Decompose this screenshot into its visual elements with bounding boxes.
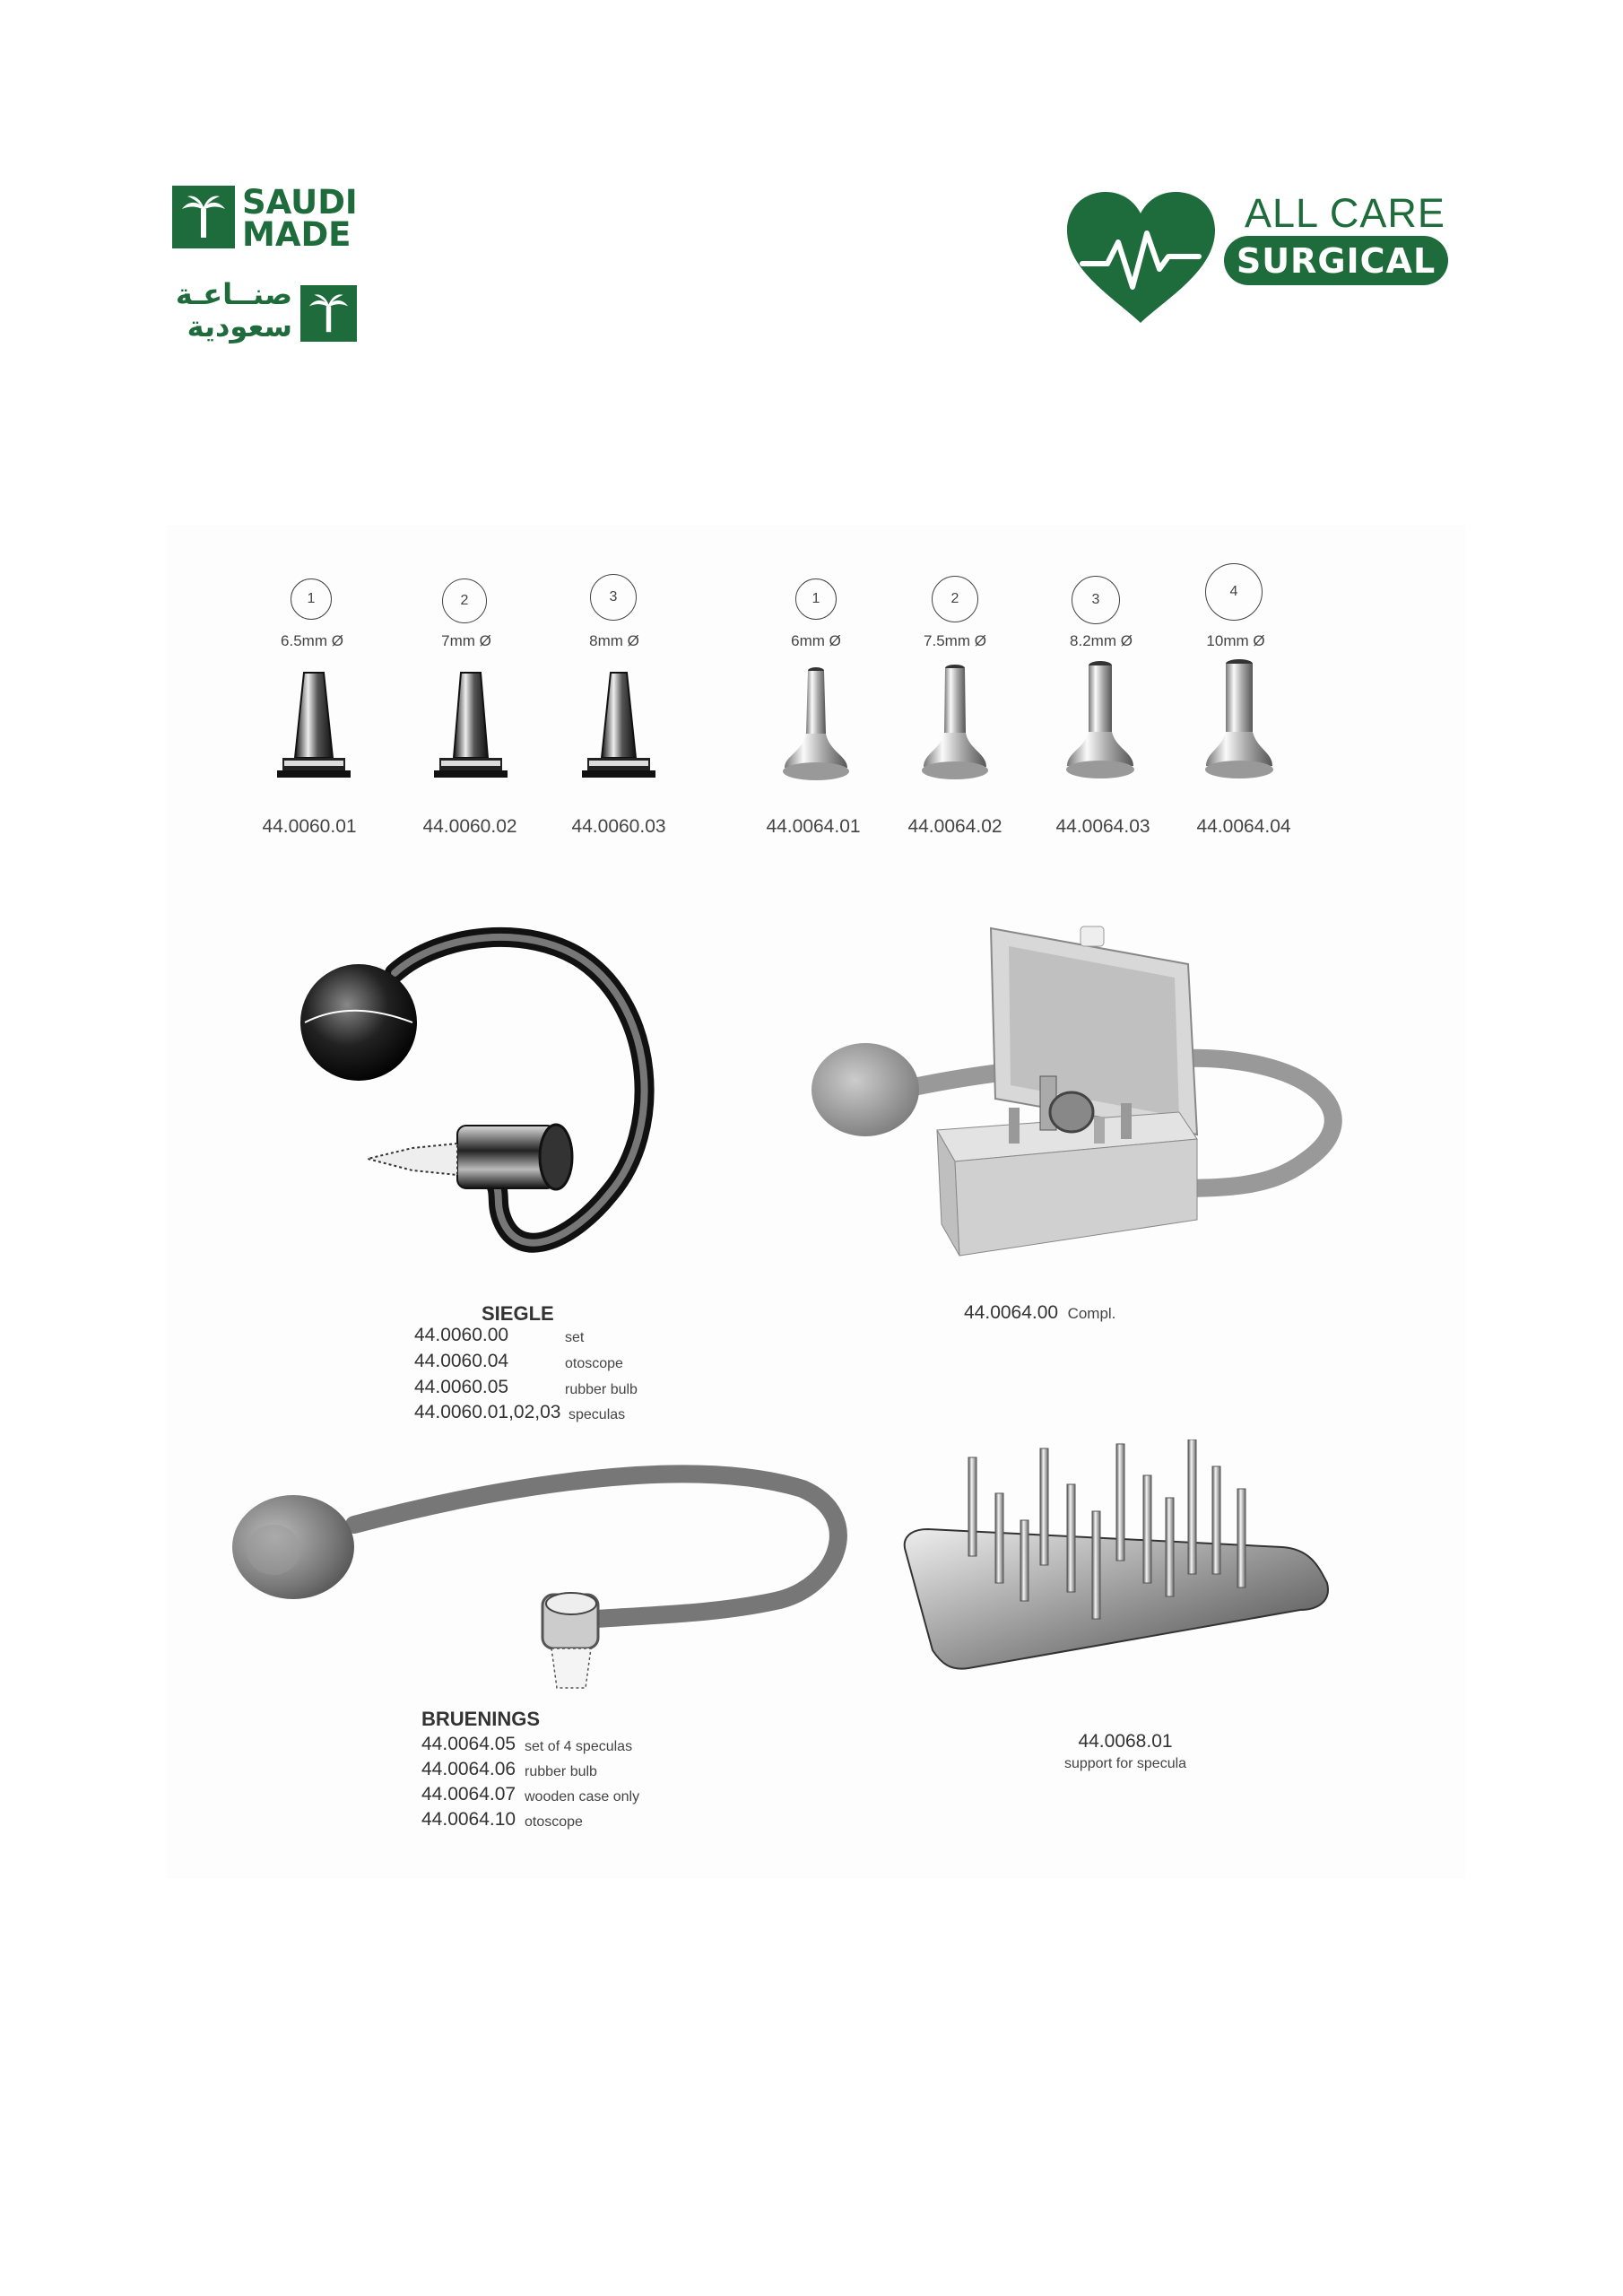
product-code: 44.0060.01 [262,816,357,837]
list-item [414,1351,623,1372]
palm-icon [172,186,235,248]
siegle-otoscope-illustration [287,924,673,1265]
saudi-made-line1: SAUDI [242,183,358,222]
size-label: 7.5mm Ø [924,632,986,649]
size-label: 8.2mm Ø [1070,632,1133,649]
product-code: 44.0060.02 [422,816,517,837]
size-circle: 4 [1205,563,1263,621]
size-label: 6.5mm Ø [281,632,343,649]
product-code: 44.0060.03 [571,816,666,837]
list-item [414,1402,626,1423]
saudi-made-arabic-line1: صنــاعـة [175,277,292,311]
item-code: 44.0060.01,02,03 [414,1402,561,1422]
support-desc: support for specula [1063,1756,1187,1771]
item-desc: speculas [568,1407,626,1422]
item-desc: rubber bulb [565,1382,638,1397]
item-code: 44.0064.07 [421,1784,516,1805]
size-label: 6mm Ø [791,632,841,649]
item-desc: set [565,1330,585,1345]
size-label: 7mm Ø [441,632,491,649]
product-code: 44.0064.02 [907,816,1002,837]
size-circle: 3 [590,574,637,621]
size-circle: 1 [291,578,332,620]
item-code: 44.0060.00 [414,1325,509,1345]
saudi-made-line2: MADE [242,215,352,254]
size-circle: 1 [795,578,837,620]
list-item [421,1734,633,1755]
list-item [414,1377,638,1398]
speculum-illustration [776,662,856,787]
siegle-title: SIEGLE [482,1302,554,1325]
item-code: 44.0064.10 [421,1809,516,1830]
surgical-badge: SURGICAL [1224,236,1448,285]
case-set-caption [964,1302,1115,1324]
size-circle: 3 [1072,576,1120,624]
speculum-illustration [578,668,659,785]
product-code: 44.0064.04 [1196,816,1291,837]
item-desc: set of 4 speculas [525,1739,633,1754]
item-desc: Compl. [1067,1305,1116,1322]
speculum-illustration [1197,655,1282,787]
item-code: 44.0064.05 [421,1734,516,1754]
item-code: 44.0064.06 [421,1759,516,1779]
support-code: 44.0068.01 [1078,1731,1173,1752]
size-circle: 2 [442,578,487,623]
list-item [421,1784,640,1805]
size-label: 8mm Ø [589,632,639,649]
item-code: 44.0060.05 [414,1377,509,1397]
product-code: 44.0064.03 [1055,816,1150,837]
item-code: 44.0064.00 [964,1302,1059,1323]
speculum-illustration [430,668,511,785]
speculum-illustration [915,659,995,787]
list-item [421,1759,597,1780]
all-care-text: ALL CARE [1245,190,1445,236]
heart-pulse-icon [1063,190,1219,325]
palm-icon [300,285,357,342]
speculum-illustration [1058,657,1143,787]
specula-support-illustration [888,1439,1345,1673]
item-desc: otoscope [525,1814,583,1830]
speculum-illustration [273,668,354,785]
size-circle: 2 [932,576,978,622]
list-item [421,1809,583,1831]
bruenings-case-illustration [803,919,1354,1269]
bruenings-title: BRUENINGS [421,1708,541,1730]
bruenings-otoscope-illustration [220,1453,856,1722]
saudi-made-arabic-line2: سعودية [187,309,292,344]
product-code: 44.0064.01 [766,816,861,837]
item-desc: otoscope [565,1356,623,1371]
item-desc: wooden case only [525,1789,640,1805]
list-item [414,1325,585,1346]
size-label: 10mm Ø [1206,632,1265,649]
item-code: 44.0060.04 [414,1351,509,1371]
item-desc: rubber bulb [525,1764,597,1779]
